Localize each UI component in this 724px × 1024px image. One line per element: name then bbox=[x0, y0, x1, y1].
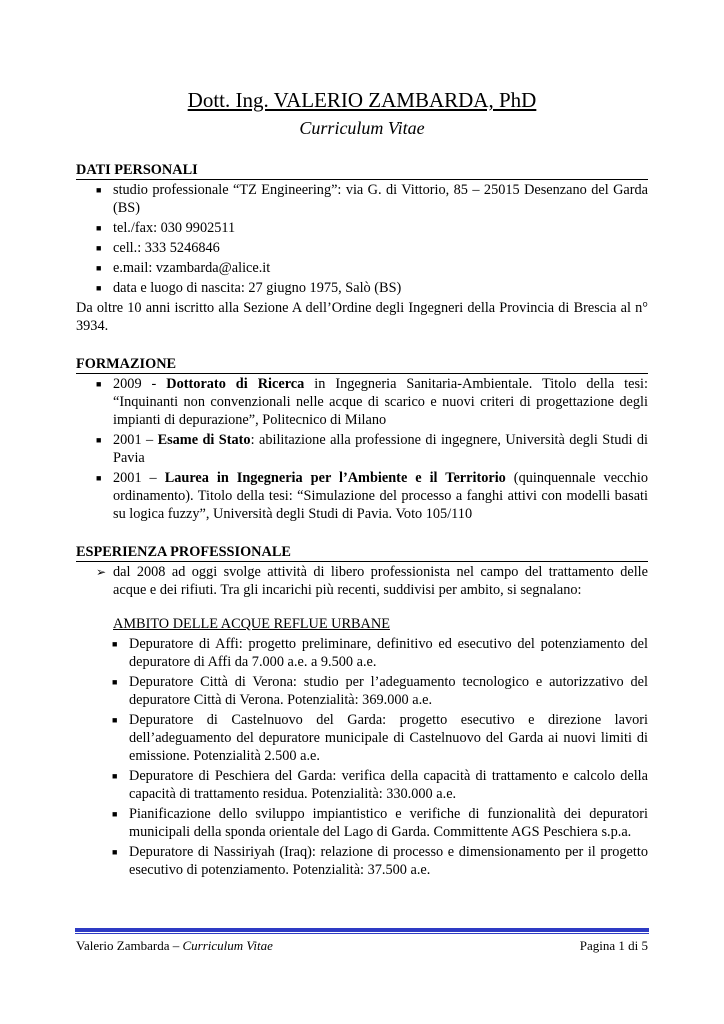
footer-page-number: Pagina 1 di 5 bbox=[579, 938, 648, 953]
list-item bbox=[76, 239, 648, 257]
square-bullet-icon: ■ bbox=[112, 809, 118, 819]
footer-divider-thin bbox=[75, 933, 649, 934]
square-bullet-icon: ■ bbox=[112, 677, 118, 687]
list-item bbox=[76, 635, 648, 671]
square-bullet-icon: ■ bbox=[96, 435, 102, 445]
ambito-list bbox=[76, 635, 648, 879]
list-item-text: Depuratore di Castelnuovo del Garda: progetto esecutivo e direzione lavori dell’adeguamento del depuratore municipale di Castelnuovo del Garda ai nuovi limiti di emissione. Potenzialità 2.500 a.e. bbox=[129, 712, 648, 764]
item-prefix: 2001 – bbox=[113, 470, 165, 486]
list-item-text: Depuratore Città di Verona: studio per l’adeguamento tecnologico e autorizzativo del depuratore Città di Verona. Potenzialità: 369.000 a.e. bbox=[129, 674, 648, 708]
list-item-text: Depuratore di Affi: progetto preliminare, definitivo ed esecutivo del potenziamento del depuratore di Affi da 7.000 a.e. a 9.500 a.e. bbox=[129, 636, 648, 670]
list-item-text: cell.: 333 5246846 bbox=[113, 240, 220, 256]
list-item-text: studio professionale “TZ Engineering”: via G. di Vittorio, 85 – 25015 Desenzano del Garda (BS) bbox=[113, 182, 648, 216]
list-item bbox=[76, 279, 648, 297]
section-heading-dati-personali: DATI PERSONALI bbox=[76, 162, 648, 180]
item-bold-title: Laurea in Ingegneria per l’Ambiente e il Territorio bbox=[164, 470, 506, 486]
list-item-text: Depuratore di Nassiriyah (Iraq): relazione di processo e dimensionamento per il progetto esecutivo di potenziamento. Potenzialità: 37.500 a.e. bbox=[129, 844, 648, 878]
registration-note: Da oltre 10 anni iscritto alla Sezione A dell’Ordine degli Ingegneri della Provincia di Brescia al n° 3934. bbox=[76, 300, 648, 334]
document-body bbox=[76, 162, 648, 881]
ambito-heading: AMBITO DELLE ACQUE REFLUE URBANE bbox=[113, 616, 390, 632]
section-heading-formazione: FORMAZIONE bbox=[76, 356, 648, 374]
square-bullet-icon: ■ bbox=[96, 243, 102, 253]
list-item bbox=[76, 375, 648, 429]
footer-divider bbox=[75, 928, 649, 932]
square-bullet-icon: ■ bbox=[112, 771, 118, 781]
item-bold-title: Dottorato di Ricerca bbox=[166, 376, 305, 392]
square-bullet-icon: ■ bbox=[96, 223, 102, 233]
footer-author bbox=[76, 938, 273, 954]
item-description: in Ingegneria Sanitaria-Ambientale. Titolo della tesi: “Inquinanti non convenzionali nelle acque di scarico e nuovi criteri di progettazione degli impianti di depurazione”, Politecnico di Milano bbox=[113, 376, 648, 428]
email-text: e.mail: vzambarda@alice.it bbox=[113, 260, 271, 276]
footer-author-name: Valerio Zambarda – bbox=[76, 938, 183, 953]
item-description: : abilitazione alla professione di ingegnere, Università degli Studi di Pavia bbox=[113, 432, 648, 466]
list-item bbox=[76, 767, 648, 803]
experience-intro: dal 2008 ad oggi svolge attività di libero professionista nel campo del trattamento delle acque e dei rifiuti. Tra gli incarichi più recenti, suddivisi per ambito, si segnalano: bbox=[113, 564, 648, 598]
item-bold-title: Esame di Stato bbox=[157, 432, 251, 448]
list-item bbox=[76, 843, 648, 879]
esperienza-intro-list bbox=[76, 563, 648, 599]
square-bullet-icon: ■ bbox=[96, 379, 102, 389]
square-bullet-icon: ■ bbox=[112, 715, 118, 725]
square-bullet-icon: ■ bbox=[112, 639, 118, 649]
square-bullet-icon: ■ bbox=[96, 263, 102, 273]
list-item bbox=[76, 259, 648, 277]
list-item bbox=[76, 805, 648, 841]
footer-doc-title: Curriculum Vitae bbox=[182, 938, 273, 953]
square-bullet-icon: ■ bbox=[96, 283, 102, 293]
list-item-text: Depuratore di Peschiera del Garda: verifica della capacità di trattamento e calcolo della capacità di trattamento residua. Potenzialità: 330.000 a.e. bbox=[129, 768, 648, 802]
square-bullet-icon: ■ bbox=[96, 473, 102, 483]
list-item bbox=[76, 219, 648, 237]
square-bullet-icon: ■ bbox=[96, 185, 102, 195]
list-item bbox=[76, 711, 648, 765]
list-item bbox=[76, 431, 648, 467]
item-prefix: 2009 - bbox=[113, 376, 167, 392]
list-item bbox=[76, 469, 648, 523]
list-item bbox=[76, 181, 648, 217]
section-heading-esperienza: ESPERIENZA PROFESSIONALE bbox=[76, 544, 648, 562]
page-title: Dott. Ing. VALERIO ZAMBARDA, PhD bbox=[187, 88, 537, 112]
page-subtitle: Curriculum Vitae bbox=[299, 118, 425, 138]
list-item bbox=[76, 673, 648, 709]
dati-personali-list bbox=[76, 181, 648, 297]
item-description: (quinquennale vecchio ordinamento). Titolo della tesi: “Simulazione del processo a fanghi attivi con modelli basati su logica fuzzy”, Università degli Studi di Pavia. Voto 105/110 bbox=[113, 470, 649, 522]
square-bullet-icon: ■ bbox=[112, 847, 118, 857]
list-item-text: tel./fax: 030 9902511 bbox=[113, 220, 236, 236]
list-item-text: Pianificazione dello sviluppo impiantistico e verifiche di funzionalità dei depuratori municipali della sponda orientale del Lago di Garda. Committente AGS Peschiera s.p.a. bbox=[129, 806, 648, 840]
formazione-list bbox=[76, 375, 648, 523]
list-item-text: data e luogo di nascita: 27 giugno 1975, Salò (BS) bbox=[113, 280, 402, 296]
arrow-bullet-icon: ➢ bbox=[96, 565, 107, 579]
item-prefix: 2001 – bbox=[113, 432, 158, 448]
list-item bbox=[76, 563, 648, 599]
